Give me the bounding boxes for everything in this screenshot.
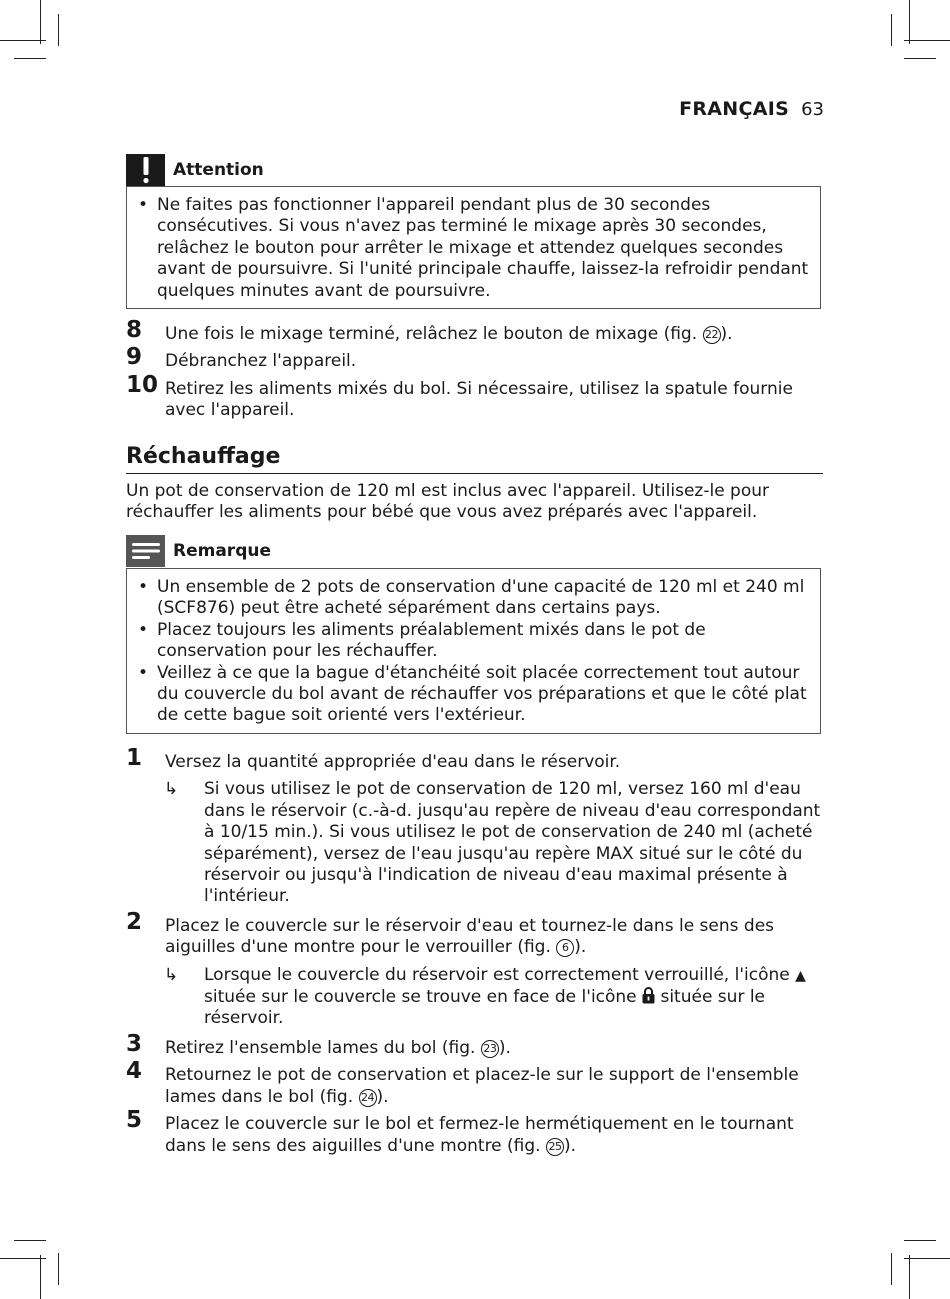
- language-label: FRANÇAIS: [679, 98, 790, 120]
- step-number: 8: [126, 317, 143, 343]
- crop-mark: [891, 1253, 892, 1285]
- figure-ref: 6: [556, 939, 574, 957]
- page-header: [679, 98, 824, 120]
- list-item: [127, 195, 814, 302]
- note-text: Placez toujours les aliments préalablement mixés dans le pot de conservation pour les réchauffer.: [157, 619, 706, 662]
- step-text: Une fois le mixage terminé, relâchez le bouton de mixage (fig.: [165, 324, 703, 344]
- crop-mark: [0, 40, 46, 41]
- step-result: [126, 779, 826, 907]
- attention-title: Attention: [173, 160, 264, 180]
- result-text: située sur le réservoir.: [204, 987, 766, 1029]
- crop-mark: [909, 0, 910, 44]
- step-number: 1: [126, 745, 143, 771]
- step-number: 4: [126, 1058, 143, 1085]
- step-5: [126, 1107, 826, 1157]
- step-8: [126, 317, 826, 345]
- note-text: Un ensemble de 2 pots de conservation d'une capacité de 120 ml et 240 ml (SCF876) peut être acheté séparément dans certains pays.: [157, 577, 805, 619]
- crop-mark: [904, 1258, 950, 1259]
- bullet: •: [138, 662, 149, 683]
- step-4: [126, 1058, 826, 1108]
- crop-mark: [40, 1255, 41, 1299]
- figure-ref: 23: [481, 1040, 499, 1058]
- step-text: Placez le couvercle sur le réservoir d'eau et tournez-le dans le sens des aiguilles d'une montre pour le verrouiller (fig.: [165, 915, 775, 958]
- triangle-icon: ▲: [795, 967, 806, 984]
- step-result: [126, 965, 826, 1030]
- figure-ref: 24: [359, 1089, 377, 1107]
- step-text-end: ).: [720, 324, 733, 344]
- section-title: Réchauffage: [126, 444, 823, 474]
- bullet: •: [138, 619, 149, 640]
- result-text: située sur le couvercle se trouve en face de l'icône: [204, 987, 637, 1008]
- step-text: Retirez les aliments mixés du bol. Si nécessaire, utilisez la spatule fournie avec l'appareil.: [165, 378, 793, 421]
- step-text-end: ).: [563, 1135, 577, 1156]
- note-title: Remarque: [173, 541, 271, 561]
- crop-mark: [0, 1258, 46, 1259]
- step-1: [126, 745, 826, 773]
- crop-mark: [891, 14, 892, 46]
- step-2: [126, 908, 826, 959]
- bullet: •: [138, 195, 149, 215]
- page-number: 63: [801, 99, 824, 120]
- list-item: [127, 663, 814, 727]
- figure-ref: 25: [546, 1138, 564, 1156]
- attention-text: Ne faites pas fonctionner l'appareil pendant plus de 30 secondes consécutives. Si vous n'avez pas terminé le mixage après 30 secondes, relâchez le bouton pour arrêter le mixage et attendez quelques secondes avant de poursuivre. Si l'unité principale chauffe, laissez-la refroidir pendant quelques minutes avant de poursuivre.: [157, 195, 809, 301]
- result-text: Lorsque le couvercle du réservoir est correctement verrouillé, l'icône: [204, 964, 790, 985]
- step-text-end: ).: [498, 1037, 511, 1058]
- result-text: Si vous utilisez le pot de conservation de 120 ml, versez 160 ml d'eau dans le réservoir (c.-à-d. jusqu'au repère de niveau d'eau correspondant à 10/15 min.). Si vous utilisez le pot de conservation de 240 ml (acheté séparément), versez de l'eau jusqu'au repère MAX situé sur le côté du réservoir ou jusqu'à l'indication de niveau d'eau maximal présente à l'intérieur.: [204, 779, 821, 907]
- attention-header: [126, 154, 264, 186]
- crop-mark: [58, 1253, 59, 1285]
- crop-mark: [14, 1240, 46, 1241]
- result-arrow-icon: ↳: [164, 779, 179, 800]
- step-number: 9: [126, 344, 143, 371]
- crop-mark: [14, 58, 46, 59]
- list-item: [127, 577, 814, 620]
- section-intro: Un pot de conservation de 120 ml est inclus avec l'appareil. Utilisez-le pour réchauffer les aliments pour bébé que vous avez préparés avec l'appareil.: [126, 481, 770, 523]
- list-item: [127, 620, 814, 663]
- step-text: Retirez l'ensemble lames du bol (fig.: [165, 1037, 481, 1058]
- step-text: Débranchez l'appareil.: [165, 351, 357, 372]
- crop-mark: [904, 40, 950, 41]
- step-10: [126, 371, 826, 422]
- attention-box: [126, 186, 821, 309]
- step-3: [126, 1030, 826, 1059]
- lock-icon: [642, 987, 655, 1007]
- note-text: Veillez à ce que la bague d'étanchéité soit placée correctement tout autour du couvercle du bol avant de réchauffer vos préparations et que le côté plat de cette bague soit orienté vers l'extérieur.: [157, 662, 807, 726]
- note-box: [126, 568, 821, 734]
- crop-mark: [58, 14, 59, 46]
- step-9: [126, 344, 826, 372]
- steps-heating: [126, 745, 826, 1157]
- step-number: 2: [126, 908, 143, 935]
- step-number: 5: [126, 1107, 143, 1134]
- crop-mark: [40, 0, 41, 44]
- crop-mark: [904, 58, 936, 59]
- step-text: Placez le couvercle sur le bol et fermez-le hermétiquement en le tournant dans le sens des aiguilles d'une montre (fig.: [165, 1114, 794, 1156]
- note-header: [126, 535, 271, 567]
- step-text-end: ).: [574, 937, 587, 958]
- step-text-end: ).: [376, 1086, 389, 1107]
- step-number: 3: [126, 1030, 143, 1057]
- figure-ref: 22: [703, 326, 721, 344]
- note-lines-icon: [126, 535, 165, 567]
- step-text: Retournez le pot de conservation et placez-le sur le support de l'ensemble lames dans le bol (fig.: [165, 1065, 799, 1107]
- crop-mark: [909, 1255, 910, 1299]
- step-text: Versez la quantité appropriée d'eau dans le réservoir.: [165, 752, 621, 772]
- steps-mixing: [126, 317, 826, 422]
- exclamation-icon: [126, 154, 165, 186]
- step-number: 10: [126, 371, 159, 398]
- result-arrow-icon: ↳: [164, 964, 179, 985]
- bullet: •: [138, 577, 149, 597]
- crop-mark: [904, 1240, 936, 1241]
